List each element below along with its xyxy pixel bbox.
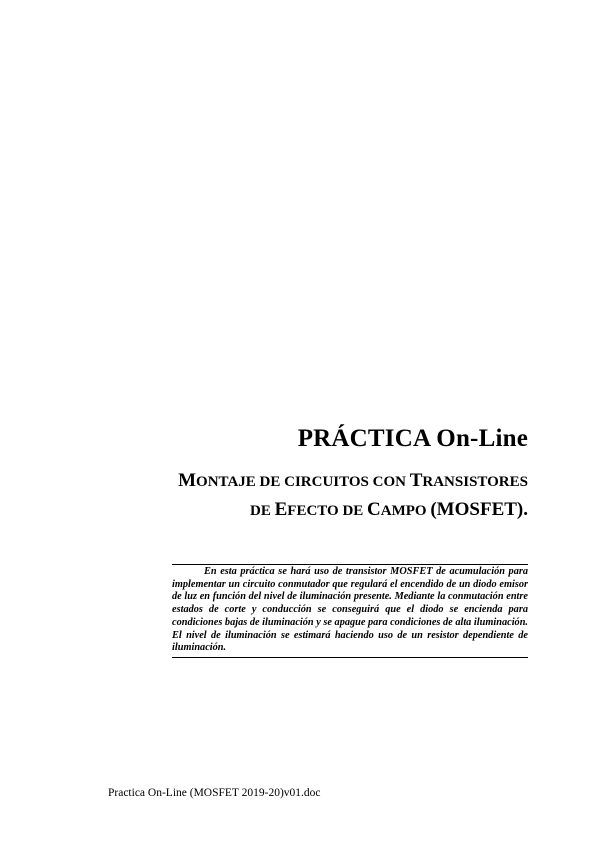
abstract-block: En esta práctica se hará uso de transistor MOSFET de acumulación para implementar un circuito conmutador que regulará el encendido de un diodo emisor de luz en función del nivel de iluminación presente. Mediante la conmutación entre estados de corte y conducción se conseguirá que el diodo se encienda para condiciones bajas de iluminación y se apague para condiciones de alta iluminación. El nivel de iluminación se estimará haciendo uso de un resistor dependiente de iluminación. xyxy=(172,564,528,658)
subtitle-fragment: FECTO DE xyxy=(287,503,368,519)
subtitle-fragment: C xyxy=(367,499,381,520)
subtitle-fragment: E xyxy=(274,499,288,520)
subtitle-fragment: AMPO xyxy=(380,503,431,519)
document-subtitle xyxy=(68,467,528,525)
subtitle-line-1 xyxy=(68,467,528,496)
document-title: PRÁCTICA On-Line xyxy=(297,425,528,452)
subtitle-fragment: (MOSFET). xyxy=(430,499,528,520)
page-footer: Practica On-Line (MOSFET 2019-20)v01.doc xyxy=(108,787,321,799)
subtitle-line-2 xyxy=(68,496,528,525)
subtitle-fragment: RANSISTORES xyxy=(422,474,528,490)
subtitle-fragment: DE xyxy=(250,503,275,519)
subtitle-fragment: M xyxy=(178,470,197,491)
subtitle-fragment: T xyxy=(409,470,423,491)
subtitle-fragment: ONTAJE DE CIRCUITOS CON xyxy=(196,474,410,490)
